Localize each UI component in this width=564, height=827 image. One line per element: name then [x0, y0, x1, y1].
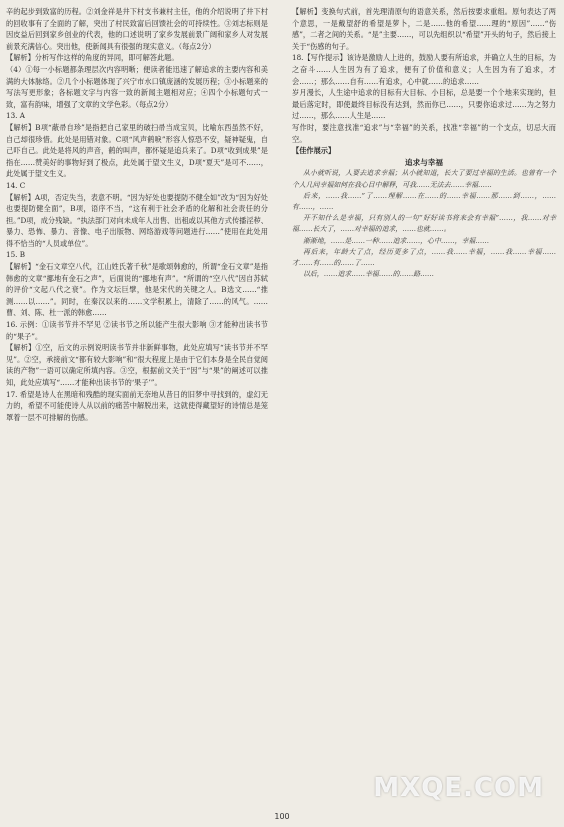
essay-title: 追求与幸福: [405, 157, 443, 167]
essay-paragraph: 后来，……我……”了……理解……在……的……幸福……那……到……，……有……，……: [292, 191, 556, 211]
watermark-logo: [373, 719, 558, 811]
paragraph: （4）①每一小标题都条理层次内容明晰；便读者能迅速了解追求的主要内容和美满的大体脉络。②几个小标题体现了兴宁市水口镇庞涵的发展历程；③小标题来的写法写更形象；各标题文字与内容一致的新闻主题相对应；④四个小标题句式一致，富有韵味，增强了文章的文学色彩。（每点2分）: [6, 64, 268, 109]
right-column: [292, 6, 556, 280]
paragraph: 辛的起步到致富的历程。②刘金祥是井下村支书兼村主任，他的介绍说明了井下村的回收事有了全面的了解，突出了村民致富后回馈社会的可持续性。③刘志标则是因皮益后回到家乡创业的代表，他的口述说明了家乡发展前景广阔和家乡人对发展前景充满信心。突出他，使新闻具有很强的现实意义。（每点2分）: [6, 7, 268, 51]
essay-paragraph: 以后，……追求……幸福……的……路……: [303, 270, 434, 279]
paragraph: 【解析】“金石文章空八代，江山姓氏著千秋”是歌颂韩愈的，所谓“金石文章”是指韩愈的文章“挪地有金石之声”，后面说的“挪地有声”。“所谓的“空八代”因自苏轼的评价“文起八代之衰”。作为文坛巨擘，他是宋代的关键之人。B选文……“推测……以……”。同时，在秦汉以来的……文学积累上，清除了……的风气。……曹、刘、陈、杜一派的韩愈……: [6, 262, 268, 318]
paragraph: 岁月漫长，人生途中追求的目标有大目标、小目标，总是要一个个地来实现的，但最后落定时，即使最终目标没有达到，然而你已……，只要你追求过……为之努力过……，那么……人生是……: [292, 88, 556, 121]
paragraph: 17. 希望是诗人在黑暗和残酷的现实面前无奈地从昔日的旧梦中寻找到的，虚幻无力的，希望不可能使诗人从以前的痛苦中解脱出来，这就使得藏望好的诗情总是笼罩着一层不可排解的伤感。: [6, 389, 268, 422]
paragraph: 【解析】B项“蔽帚自珍”是指把自己家里的破扫帚当成宝贝，比喻东西虽然不好，自己却很珍惜。此处是用错对象。C项“风声鹤唳”形容人惊恐不安，疑神疑鬼，自己吓自己。此处是将风的声音，鹤的叫声，都怀疑是追兵来了。D项“收到成果”是指在……赞美好的事物好到了极点，此处属于望文生义，D项“夏天”是可不……，此处属于望文生义。: [6, 122, 268, 179]
essay-paragraph: 再后来，年龄大了点，经历更多了点，……我……幸福，……我……幸福……才……有……的……了……: [292, 247, 556, 267]
answer-number: 16. 示例：①读书节并不罕见 ②读书节之所以能产生很大影响 ③才能种出读书节的“果子”。: [6, 320, 268, 341]
page-number: 100: [274, 812, 290, 821]
essay-paragraph: 从小就听说，人要去追求幸福；从小就知道，长大了要过幸福的生活。也曾有一个个人几问幸福如何在我心目中解释，可我……无法去……幸福……: [292, 169, 556, 189]
left-column: [6, 6, 268, 423]
answer-number: 15. B: [6, 250, 25, 260]
paragraph: 18.【写作提示】该诗是激励人上进的，鼓励人要有所追求，并确立人生的目标，为之奋斗……人生因为有了追求，便有了价值和意义；人生因为有了追求，才会……；那么……自有……有追求，心中就……的追求……: [292, 53, 556, 86]
answer-number: 13. A: [6, 111, 25, 121]
answer-number: 14. C: [6, 180, 26, 190]
watermark-text: MXQE.COM: [373, 773, 544, 803]
paragraph: 【解析】A项，否定失当，表意不明。“因为好处也要提防不健全如”改为“因为好处也要提防健全面”，B项，语序不当，“这有利于社会矛盾的化解和社会责任的分担。”D项，成分残缺。“执法部门对向未成年人出售、出租或以其他方式传播淫秽、暴力、恐怖、暴力、音像、电子出版物、网络游戏等问题进行……”使用在此处用得不恰当的“人员或单位”。: [6, 192, 268, 248]
essay-paragraph: 开不知什么是幸福，只有别人的一句“好好读书将来会有幸福”……，我……对幸福……长大了，……对幸福的追求，……也就……。: [292, 214, 556, 234]
paragraph: 【解析】变换句式前，首先理清原句的语意关系，然后按要求重组。原句表达了两个意思，一是戴望舒的希望是萝卜，二是……他的希望……理的“原因”……“伤感”，二者之间的关系。“是”主要……，可以先组织以“希望”开头的句子，然后接上关于“伤感的句子。: [292, 7, 556, 51]
essay-body: [292, 168, 556, 280]
essay-section-heading: 【佳作展示】: [292, 146, 336, 156]
paragraph: 【解析】①空，后文的示例说明读书节并非新鲜事物，此处应填写“读书节并不罕见”。②空，承接前文“都有较大影响”和“很大程度上是由于它们本身是全民自觉阅读的产物”一语可以确定所填内容。③空，根据前文关于“因”与“果”的阐述可以推知，此处应填写“……才能种出读书节的‘果子’”。: [6, 343, 268, 387]
paragraph: 【解析】分析写作这样的角度的异同，即可解答此题。: [6, 53, 179, 63]
essay-paragraph: 渐渐地，……是……一种……追求……，心中……，幸福……: [303, 236, 490, 245]
paragraph: 写作时，要注意找准“追求”与“幸福”的关系，找准“幸福”的一个支点，切忌大而空。: [292, 122, 556, 144]
